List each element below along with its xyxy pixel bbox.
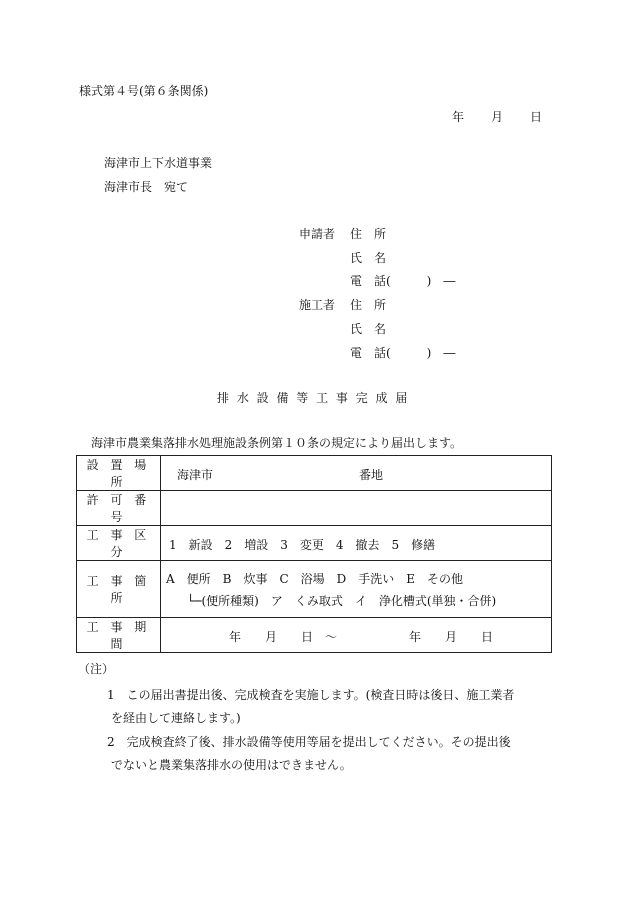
statement: 海津市農業集落排水処理施設条例第１０条の規定により届出します。 bbox=[91, 436, 463, 450]
permit-cell[interactable] bbox=[161, 491, 552, 526]
applicant-role: 申請者 bbox=[299, 227, 336, 241]
place-options: A 便所 B 炊事 C 浴場 D 手洗い E その他 bbox=[166, 572, 464, 586]
note-2-line-2: でないと農業集落排水の使用はできません。 bbox=[111, 758, 352, 772]
contractor-address-label: 住 所 bbox=[350, 298, 387, 312]
location-city: 海津市 bbox=[177, 468, 214, 482]
type-options: 1 新設 2 増設 3 変更 4 撤去 5 修繕 bbox=[169, 538, 436, 552]
location-cell[interactable] bbox=[161, 456, 552, 491]
date-year: 年 bbox=[452, 110, 465, 124]
document-title: 排 水 設 備 等 工 事 完 成 届 bbox=[217, 391, 410, 405]
period-start: 年 月 日 ～ bbox=[229, 630, 338, 644]
type-label: 工 事 区 分 bbox=[77, 526, 161, 561]
contractor-role: 施工者 bbox=[299, 298, 336, 312]
period-label: 工 事 期 間 bbox=[77, 618, 161, 653]
table-row bbox=[77, 618, 552, 653]
note-1-line-1: 1 この届出書提出後、完成検査を実施します。(検査日時は後日、施工業者 bbox=[107, 688, 515, 702]
addressee-line1: 海津市上下水道事業 bbox=[104, 156, 213, 170]
place-subtype: └─(便所種類) ア くみ取式 イ 浄化槽式(単独・合併) bbox=[187, 594, 497, 608]
completion-form-table bbox=[76, 455, 552, 653]
date-month: 月 bbox=[491, 110, 504, 124]
notes-heading: （注） bbox=[78, 662, 115, 676]
contractor-name-label: 氏 名 bbox=[350, 322, 387, 336]
place-cell[interactable] bbox=[161, 561, 552, 618]
table-row bbox=[77, 526, 552, 561]
addressee-line2: 海津市長 宛て bbox=[104, 180, 189, 194]
place-label: 工 事 箇 所 bbox=[77, 561, 161, 618]
table-row bbox=[77, 561, 552, 618]
applicant-name-label: 氏 名 bbox=[350, 251, 387, 265]
location-banchi: 番地 bbox=[359, 468, 384, 482]
table-row bbox=[77, 491, 552, 526]
type-cell[interactable] bbox=[161, 526, 552, 561]
note-1-line-2: を経由して連絡します。) bbox=[111, 711, 241, 725]
applicant-phone-label: 電 話( ) ― bbox=[350, 274, 456, 288]
location-label: 設 置 場 所 bbox=[77, 456, 161, 491]
note-2-line-1: 2 完成検査終了後、排水設備等使用等届を提出してください。その提出後 bbox=[107, 735, 511, 749]
table-row bbox=[77, 456, 552, 491]
date-day: 日 bbox=[530, 110, 543, 124]
period-end: 年 月 日 bbox=[409, 630, 494, 644]
applicant-address-label: 住 所 bbox=[350, 227, 387, 241]
period-cell[interactable] bbox=[161, 618, 552, 653]
contractor-phone-label: 電 話( ) ― bbox=[350, 346, 456, 360]
form-number: 様式第４号(第６条関係) bbox=[79, 84, 209, 98]
permit-label: 許 可 番 号 bbox=[77, 491, 161, 526]
